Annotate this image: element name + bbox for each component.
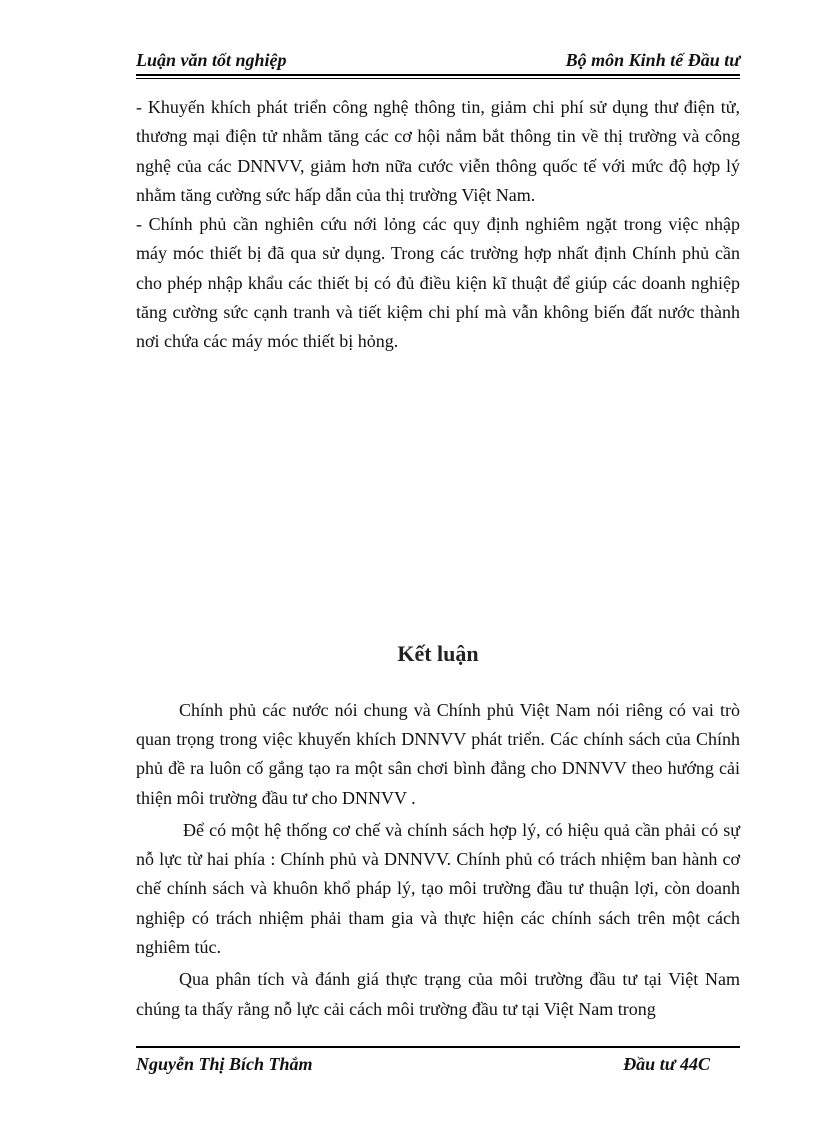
- page-header: [136, 48, 740, 76]
- conclusion-paragraph-1: Chính phủ các nước nói chung và Chính phủ Việt Nam nói riêng có vai trò quan trọng trong việc khuyến khích DNNVV phát triển. Các chính sách của Chính phủ đề ra luôn cố gắng tạo ra một sân chơi bình đẳng cho DNNVV theo hướng cải thiện môi trường đầu tư cho DNNVV .: [136, 699, 740, 808]
- conclusion-paragraph-2: Để có một hệ thống cơ chế và chính sách hợp lý, có hiệu quả cần phải có sự nỗ lực từ hai phía : Chính phủ và DNNVV. Chính phủ có trách nhiệm ban hành cơ chế chính sách và khuôn khổ pháp lý, tạo môi trường đầu tư thuận lợi, còn doanh nghiệp có trách nhiệm phải tham gia và thực hiện các chính sách trên một cách nghiêm túc.: [136, 819, 740, 958]
- footer-class-label: Đầu tư 44C: [623, 1054, 710, 1074]
- footer-author-name: Nguyễn Thị Bích Thắm: [136, 1054, 313, 1074]
- conclusion-paragraph-3: Qua phân tích và đánh giá thực trạng của môi trường đầu tư tại Việt Nam chúng ta thấy rằng nỗ lực cải cách môi trường đầu tư tại Việt Nam trong: [136, 969, 740, 1019]
- blank-space: [136, 357, 740, 639]
- bullet-paragraph-1: - Khuyến khích phát triển công nghệ thông tin, giảm chi phí sử dụng thư điện tử, thương mại điện tử nhằm tăng các cơ hội nắm bắt thông tin về thị trường và công nghệ của các DNNVV, giảm hơn nữa cước viễn thông quốc tế với mức độ hợp lý nhằm tăng cường sức hấp dẫn của thị trường Việt Nam.: [136, 97, 740, 205]
- page-footer: [136, 1046, 740, 1074]
- page-content: [136, 93, 740, 1027]
- header-department-label: Bộ môn Kinh tế Đầu tư: [565, 50, 740, 70]
- section-title: Kết luận: [397, 640, 479, 666]
- header-thesis-label: Luận văn tốt nghiệp: [136, 50, 287, 70]
- bullet-paragraph-2: - Chính phủ cần nghiên cứu nới lỏng các quy định nghiêm ngặt trong việc nhập máy móc thiết bị đã qua sử dụng. Trong các trường hợp nhất định Chính phủ cần cho phép nhập khẩu các thiết bị có đủ điều kiện kĩ thuật để giúp các doanh nghiệp tăng cường sức cạnh tranh và tiết kiệm chi phí mà vẫn không biến đất nước thành nơi chứa các máy móc thiết bị hỏng.: [136, 214, 740, 352]
